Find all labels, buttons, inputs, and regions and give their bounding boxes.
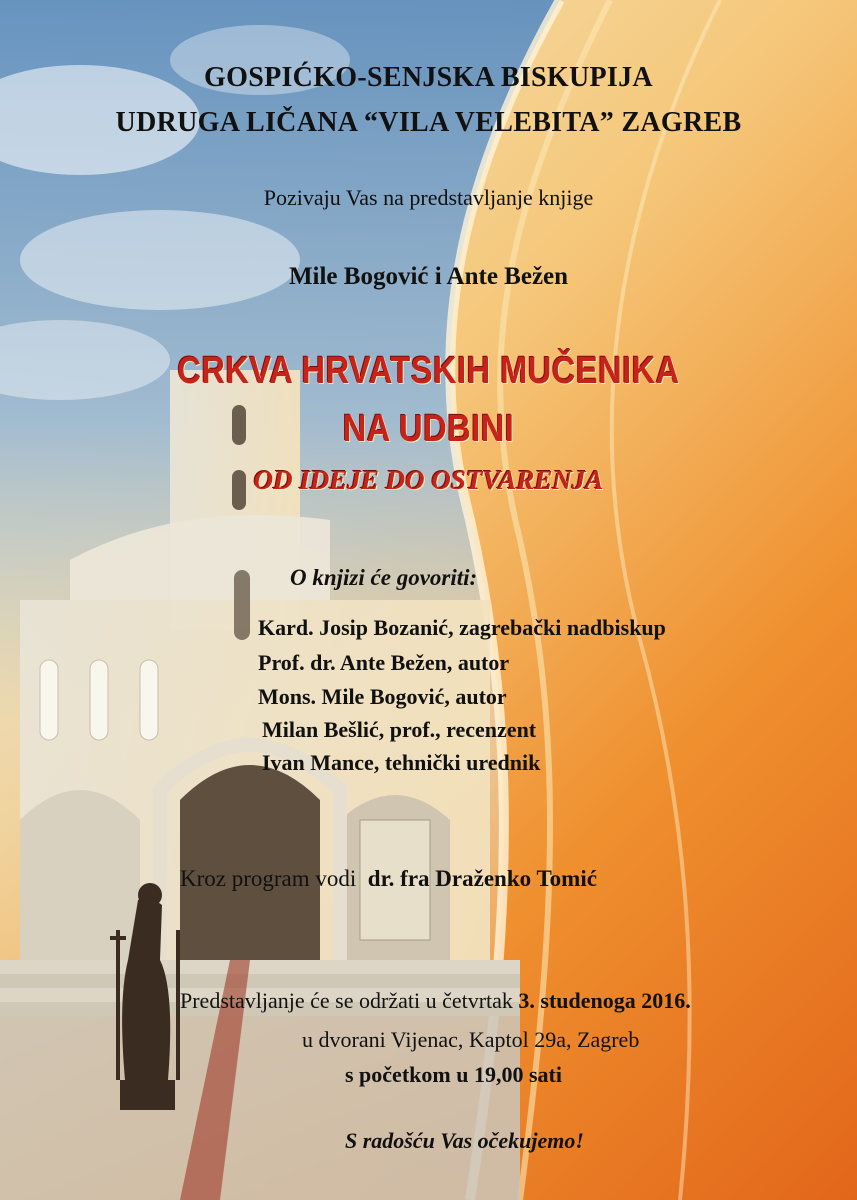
- book-title-line-2: NA UDBINI: [342, 408, 515, 450]
- invitation-text: Pozivaju Vas na predstavljanje knjige: [263, 185, 594, 210]
- event-line-1: [180, 988, 691, 1014]
- event-prefix: Predstavljanje će se održati u četvrtak: [180, 988, 513, 1013]
- event-venue: u dvorani Vijenac, Kaptol 29a, Zagreb: [302, 1027, 640, 1052]
- book-subtitle: OD IDEJE DO OSTVARENJA: [253, 465, 604, 495]
- speakers-label: O knjizi će govoriti:: [290, 565, 478, 590]
- book-title-line-1: CRKVA HRVATSKIH MUČENIKA: [177, 350, 680, 392]
- event-date: 3. studenoga 2016.: [518, 988, 691, 1013]
- host-prefix: Kroz program vodi: [180, 866, 357, 891]
- program-host: [180, 866, 597, 892]
- organizer-association: UDRUGA LIČANA “VILA VELEBITA” ZAGREB: [115, 107, 742, 138]
- speaker-item: Prof. dr. Ante Bežen, autor: [258, 650, 510, 675]
- speaker-item: Ivan Mance, tehnički urednik: [262, 750, 541, 775]
- host-name: dr. fra Draženko Tomić: [367, 866, 597, 891]
- organizer-diocese: GOSPIĆKO-SENJSKA BISKUPIJA: [204, 62, 653, 93]
- speaker-item: Kard. Josip Bozanić, zagrebački nadbiskup: [258, 615, 666, 640]
- speaker-item: Mons. Mile Bogović, autor: [258, 684, 507, 709]
- speaker-item: Milan Bešlić, prof., recenzent: [262, 717, 537, 742]
- event-time: s početkom u 19,00 sati: [345, 1062, 562, 1087]
- closing-line: S radošću Vas očekujemo!: [345, 1128, 584, 1153]
- book-authors: Mile Bogović i Ante Bežen: [288, 263, 569, 290]
